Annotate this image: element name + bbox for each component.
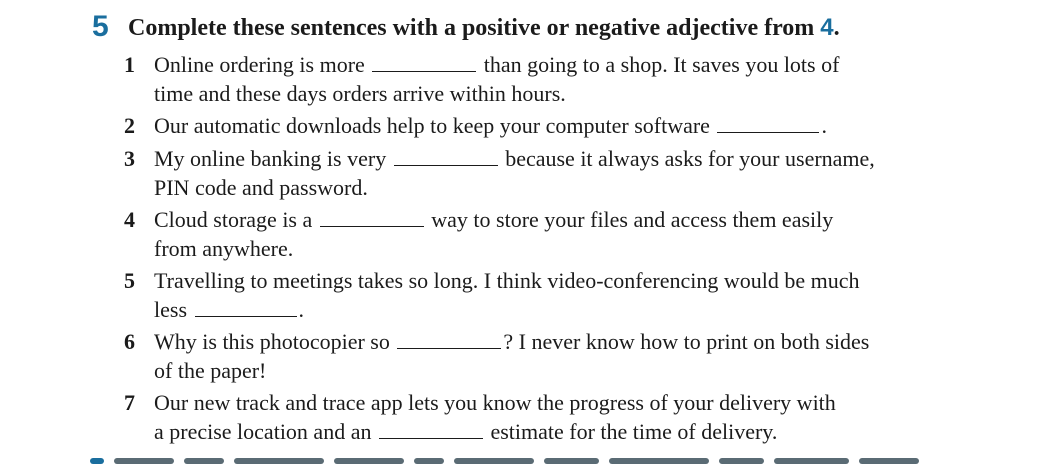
sentence-continuation: PIN code and password. (154, 175, 368, 200)
sentence-continuation (154, 295, 860, 324)
sentence-number: 6 (124, 329, 135, 354)
sentence-text (154, 144, 875, 202)
sentence-text (154, 388, 836, 446)
sentence-text-end: than going to a shop. It saves you lots of (483, 52, 840, 77)
sentence-continuation: from anywhere. (154, 236, 294, 261)
sentence-text-end: ? I never know how to print on both sides (503, 329, 870, 354)
sentence-text-end: because it always asks for your username, (505, 146, 875, 171)
sentence-text-start: My online banking is very (154, 146, 387, 171)
sentence-number: 3 (124, 146, 135, 171)
answer-blank[interactable] (397, 330, 501, 349)
sentence-text-start: Our new track and trace app lets you know the progress of your delivery with (154, 390, 836, 415)
sentence-continuation: of the paper! (154, 358, 267, 383)
sentence-number: 7 (124, 390, 135, 415)
sentence-number: 5 (124, 268, 135, 293)
answer-blank[interactable] (372, 53, 476, 72)
sentence-text-start: Online ordering is more (154, 52, 365, 77)
sentence-continuation-start: a precise location and an (154, 419, 372, 444)
answer-blank[interactable] (717, 114, 819, 133)
sentence-text (154, 111, 827, 140)
answer-blank[interactable] (320, 208, 424, 227)
sentence-text (154, 327, 869, 385)
sentence-continuation-start: less (154, 297, 187, 322)
sentence-text (154, 266, 860, 324)
sentence-number: 1 (124, 52, 135, 77)
exercise-number: 5 (92, 10, 109, 43)
sentence-text (154, 50, 839, 108)
sentence-text-end: . (298, 297, 304, 322)
sentence-text-start: Why is this photocopier so (154, 329, 390, 354)
exercise-instruction (128, 13, 840, 43)
exercise-reference: 4 (820, 14, 834, 41)
answer-blank[interactable] (379, 420, 483, 439)
answer-blank[interactable] (195, 298, 297, 317)
sentence-text-start: Cloud storage is a (154, 207, 313, 232)
sentence-text-start: Our automatic downloads help to keep your computer software (154, 113, 710, 138)
sentence-text-end: way to store your files and access them easily (431, 207, 834, 232)
answer-blank[interactable] (394, 147, 498, 166)
instruction-end: . (833, 15, 840, 41)
sentence-text-start: Travelling to meetings takes so long. I think video-conferencing would be much (154, 268, 860, 293)
sentence-continuation: time and these days orders arrive within hours. (154, 81, 566, 106)
sentence-number: 4 (124, 207, 135, 232)
sentence-number: 2 (124, 113, 135, 138)
sentence-text (154, 205, 833, 263)
sentence-text-end: estimate for the time of delivery. (490, 419, 778, 444)
sentence-text-end: . (821, 113, 827, 138)
instruction-text: Complete these sentences with a positive or negative adjective from (128, 15, 815, 41)
sentence-continuation (154, 417, 836, 446)
